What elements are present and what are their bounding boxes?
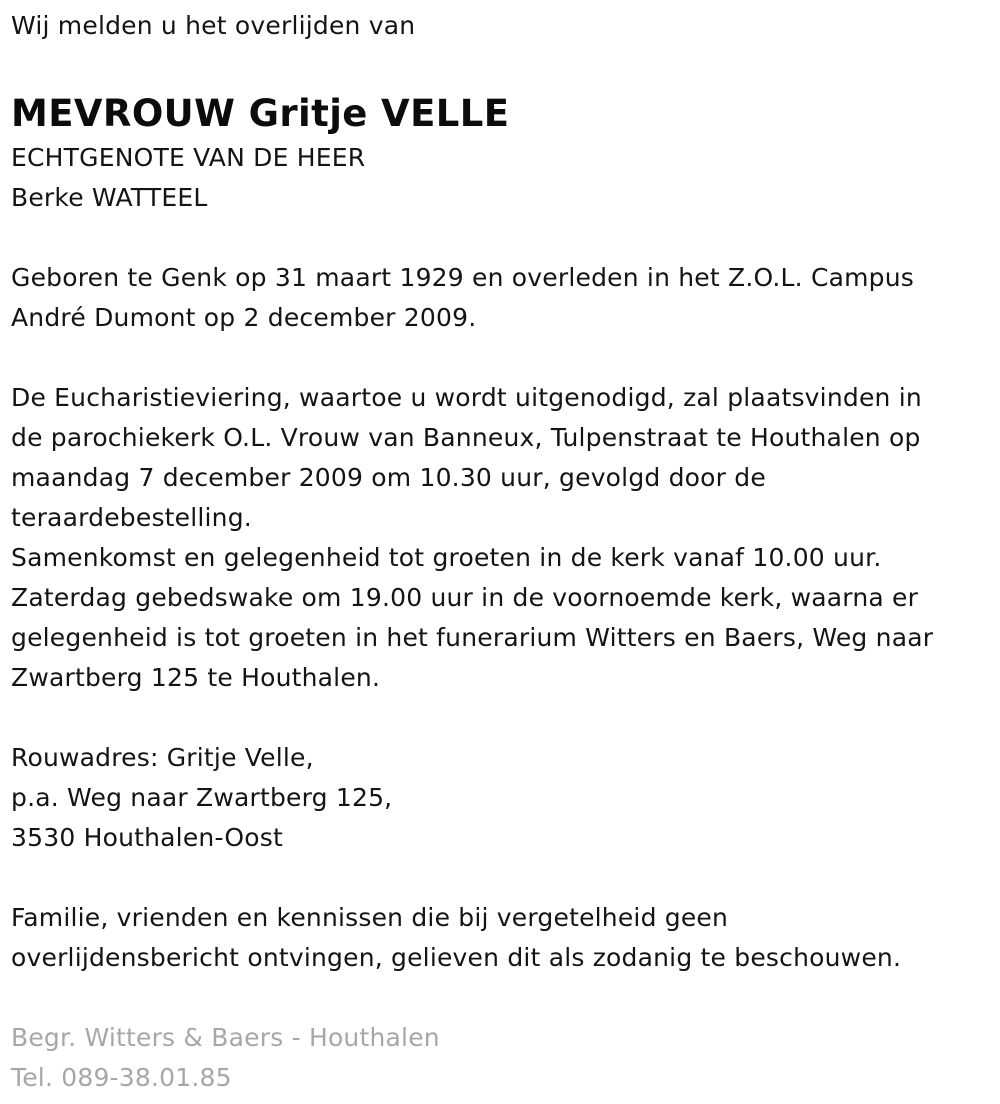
paragraph-line: De Eucharistieviering, waartoe u wordt uitgenodigd, zal plaatsvinden in [11, 383, 922, 412]
address-line: Rouwadres: Gritje Velle, [11, 743, 314, 772]
funeral-home-phone: Tel. 089-38.01.85 [11, 1063, 232, 1092]
birth-death-paragraph [11, 258, 996, 338]
address-line: p.a. Weg naar Zwartberg 125, [11, 783, 393, 812]
closing-paragraph [11, 898, 996, 978]
paragraph-line: Zaterdag gebedswake om 19.00 uur in de voornoemde kerk, waarna er [11, 583, 919, 612]
paragraph-line: teraardebestelling. [11, 503, 252, 532]
paragraph-line: André Dumont op 2 december 2009. [11, 303, 477, 332]
paragraph-line: overlijdensbericht ontvingen, gelieven dit als zodanig te beschouwen. [11, 943, 902, 972]
intro-text: Wij melden u het overlijden van [11, 11, 416, 40]
paragraph-line: Zwartberg 125 te Houthalen. [11, 663, 381, 692]
deceased-name: MEVROUW Gritje VELLE [11, 92, 510, 135]
paragraph-line: Geboren te Genk op 31 maart 1929 en overleden in het Z.O.L. Campus [11, 263, 915, 292]
paragraph-line: de parochiekerk O.L. Vrouw van Banneux, Tulpenstraat te Houthalen op [11, 423, 921, 452]
funeral-home-footer [11, 1018, 996, 1098]
address-line: 3530 Houthalen-Oost [11, 823, 283, 852]
spouse-title: ECHTGENOTE VAN DE HEER [11, 143, 366, 172]
paragraph-line: maandag 7 december 2009 om 10.30 uur, gevolgd door de [11, 463, 766, 492]
funeral-home-name: Begr. Witters & Baers - Houthalen [11, 1023, 440, 1052]
mourning-address [11, 738, 996, 858]
spouse-name: Berke WATTEEL [11, 183, 208, 212]
paragraph-line: gelegenheid is tot groeten in het funerarium Witters en Baers, Weg naar [11, 623, 934, 652]
ceremony-paragraph [11, 378, 996, 698]
paragraph-line: Familie, vrienden en kennissen die bij vergetelheid geen [11, 903, 729, 932]
obituary-notice [11, 0, 996, 1098]
paragraph-line: Samenkomst en gelegenheid tot groeten in de kerk vanaf 10.00 uur. [11, 543, 882, 572]
spouse-block [11, 138, 996, 218]
